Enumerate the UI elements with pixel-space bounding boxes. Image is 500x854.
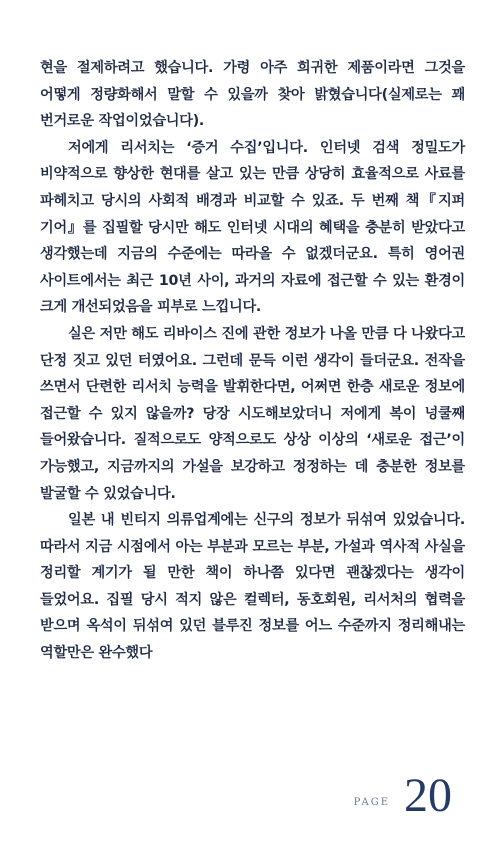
paragraph-2: 저에게 리서치는 ‘증거 수집’입니다. 인터넷 검색 정밀도가 비약적으로 향상한 현대를 살고 있는 만큼 상당히 효율적으로 사료를 파헤치고 당시의 사회적 배경과 비교할 수 있죠. 두 번째 책『지퍼 기어』를 집필할 당시만 해도 인터넷 시대의 혜택을 충분히 받았다고 생각했는데 지금의 수준에는 따라올 수 없겠더군요. 특히 영어권 사이트에서는 최근 10년 사이, 과거의 자료에 접근할 수 있는 환경이 크게 개선되었음을 피부로 느낍니다. xyxy=(40,139,465,316)
body-text xyxy=(40,55,465,667)
page-footer xyxy=(353,769,452,822)
page-number: 20 xyxy=(404,769,452,822)
paragraph-1: 현을 절제하려고 했습니다. 가령 아주 희귀한 제품이라면 그것을 어떻게 정량화해서 말할 수 있을까 찾아 밝혔습니다(실제로는 꽤 번거로운 작업이었습니다). xyxy=(40,60,465,130)
page-label: PAGE xyxy=(353,797,390,808)
paragraph-3: 실은 저만 해도 리바이스 진에 관한 정보가 나올 만큼 다 나왔다고 단정 짓고 있던 터였어요. 그런데 문득 이런 생각이 들더군요. 전작을 쓰면서 단련한 리서치 능력을 발휘한다면, 어쩌면 한층 새로운 정보에 접근할 수 있지 않을까? 당장 시도해보았더니 저에게 복이 넝쿨째 들어왔습니다. 질적으로도 양적으로도 상상 이상의 ‘새로운 접근’이 가능했고, 지금까지의 가설을 보강하고 정정하는 데 충분한 정보를 발굴할 수 있었습니다. xyxy=(40,325,465,502)
paragraph-4: 일본 내 빈티지 의류업계에는 신구의 정보가 뒤섞여 있었습니다. 따라서 지금 시점에서 아는 부분과 모르는 부분, 가설과 역사적 사실을 정리할 계기가 될 만한 책이 하나쯤 있다면 괜찮겠다는 생각이 들었어요. 집필 당시 적지 않은 컬렉터, 동호회원, 리서처의 협력을 받으며 옥석이 뒤섞여 있던 블루진 정보를 어느 수준까지 정리해내는 역할만은 완수했다 xyxy=(40,512,465,662)
